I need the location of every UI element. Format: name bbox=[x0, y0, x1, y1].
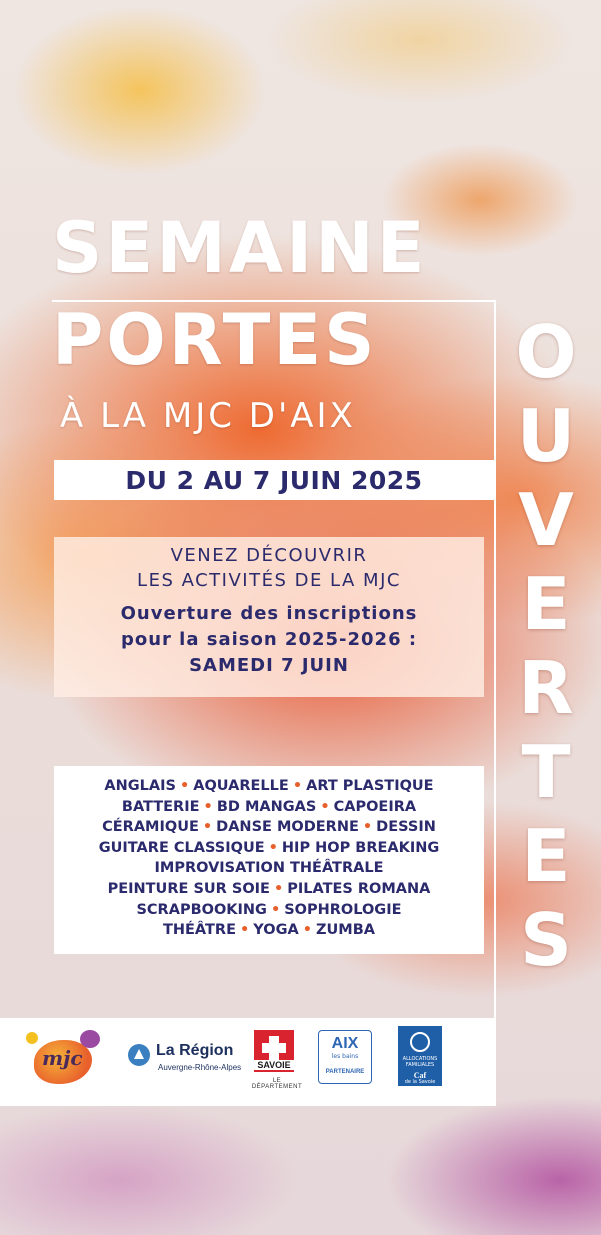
bullet-separator: • bbox=[268, 839, 278, 856]
title-subtitle: À LA MJC D'AIX bbox=[60, 396, 356, 436]
caf-logo-sub: de la Savoie bbox=[404, 1079, 436, 1085]
partner-logos-bar bbox=[0, 1018, 495, 1106]
intro-line-2: LES ACTIVITÉS DE LA MJC bbox=[137, 570, 401, 591]
cross-icon-horizontal bbox=[262, 1043, 286, 1053]
registration-line-2: pour la saison 2025-2026 : bbox=[120, 629, 418, 650]
activity-item: PILATES ROMANA bbox=[287, 880, 431, 897]
region-logo-name: La Région bbox=[156, 1042, 234, 1059]
registration-line-1: Ouverture des inscriptions bbox=[120, 603, 418, 624]
savoie-logo bbox=[248, 1030, 306, 1092]
vertical-letter: E bbox=[521, 562, 571, 646]
paint-splash-icon bbox=[26, 1032, 38, 1044]
vertical-letter: U bbox=[516, 394, 576, 478]
title-ouvertes-vertical bbox=[496, 310, 596, 982]
activity-item: ART PLASTIQUE bbox=[306, 778, 434, 794]
vertical-letter: O bbox=[515, 310, 577, 394]
activity-row bbox=[54, 797, 484, 818]
bullet-separator: • bbox=[270, 901, 281, 918]
intro-box bbox=[54, 537, 484, 697]
activity-item: ZUMBA bbox=[316, 922, 375, 939]
paint-splash-icon bbox=[80, 1030, 100, 1048]
savoie-logo-name: SAVOIE bbox=[254, 1060, 294, 1070]
activity-item: CÉRAMIQUE bbox=[102, 819, 199, 836]
bullet-separator: • bbox=[203, 798, 213, 815]
activity-item: DANSE MODERNE bbox=[216, 819, 359, 836]
region-logo bbox=[128, 1040, 240, 1080]
caf-logo bbox=[398, 1026, 442, 1086]
activity-item: DESSIN bbox=[376, 819, 436, 836]
activity-item: YOGA bbox=[253, 922, 299, 939]
activity-row bbox=[54, 900, 484, 921]
activity-item: BATTERIE bbox=[121, 798, 200, 815]
aix-logo-name: AIX bbox=[331, 1035, 359, 1052]
activities-list bbox=[54, 766, 484, 954]
aix-logo-partner: PARTENAIRE bbox=[325, 1069, 365, 1075]
activity-row bbox=[54, 920, 484, 941]
bullet-separator: • bbox=[240, 922, 250, 939]
savoie-logo-sub: LE DÉPARTEMENT bbox=[251, 1078, 303, 1090]
bullet-separator: • bbox=[320, 798, 330, 815]
caf-logo-text: ALLOCATIONS FAMILIALES bbox=[402, 1056, 438, 1068]
activity-item: CAPOEIRA bbox=[333, 798, 417, 815]
activity-row bbox=[54, 838, 484, 859]
activity-item: GUITARE CLASSIQUE bbox=[98, 839, 265, 856]
activity-row bbox=[54, 858, 484, 879]
mjc-logo-text: mjc bbox=[42, 1046, 83, 1070]
date-banner bbox=[54, 460, 494, 500]
activity-item: ANGLAIS bbox=[104, 778, 176, 794]
date-text: DU 2 AU 7 JUIN 2025 bbox=[125, 465, 423, 495]
intro-line-1: VENEZ DÉCOUVRIR bbox=[170, 545, 368, 566]
mountain-icon bbox=[128, 1044, 150, 1066]
title-portes: PORTES bbox=[52, 299, 378, 381]
region-logo-sub: Auvergne-Rhône-Alpes bbox=[158, 1063, 242, 1072]
activity-item: SCRAPBOOKING bbox=[136, 901, 267, 918]
title-semaine: SEMAINE bbox=[52, 207, 428, 289]
aix-logo-sub: les bains bbox=[331, 1053, 359, 1060]
bullet-separator: • bbox=[273, 880, 284, 897]
activity-item: PEINTURE SUR SOIE bbox=[107, 880, 270, 897]
vertical-letter: T bbox=[521, 730, 571, 814]
activity-row bbox=[54, 776, 484, 797]
activity-item: THÉÂTRE bbox=[163, 922, 236, 939]
vertical-letter: R bbox=[518, 646, 574, 730]
bullet-separator: • bbox=[302, 922, 312, 939]
activity-item: BD MANGAS bbox=[216, 798, 317, 815]
bullet-separator: • bbox=[362, 819, 373, 836]
registration-date: SAMEDI 7 JUIN bbox=[189, 655, 349, 676]
vertical-letter: V bbox=[518, 478, 574, 562]
bullet-separator: • bbox=[202, 819, 213, 836]
bullet-separator: • bbox=[292, 778, 303, 794]
activity-item: HIP HOP BREAKING bbox=[281, 839, 440, 856]
vertical-letter: E bbox=[521, 814, 571, 898]
caf-logo-name: Caf bbox=[413, 1071, 427, 1080]
activity-row bbox=[54, 817, 484, 838]
mjc-logo bbox=[22, 1026, 114, 1094]
vertical-letter: S bbox=[520, 898, 572, 982]
bullet-separator: • bbox=[179, 778, 190, 794]
activity-item: IMPROVISATION THÉÂTRALE bbox=[154, 860, 384, 877]
activity-item: AQUARELLE bbox=[193, 778, 289, 794]
activity-row bbox=[54, 879, 484, 900]
caf-circle-icon bbox=[410, 1032, 430, 1052]
activity-item: SOPHROLOGIE bbox=[284, 901, 402, 918]
aix-les-bains-logo bbox=[318, 1030, 372, 1084]
